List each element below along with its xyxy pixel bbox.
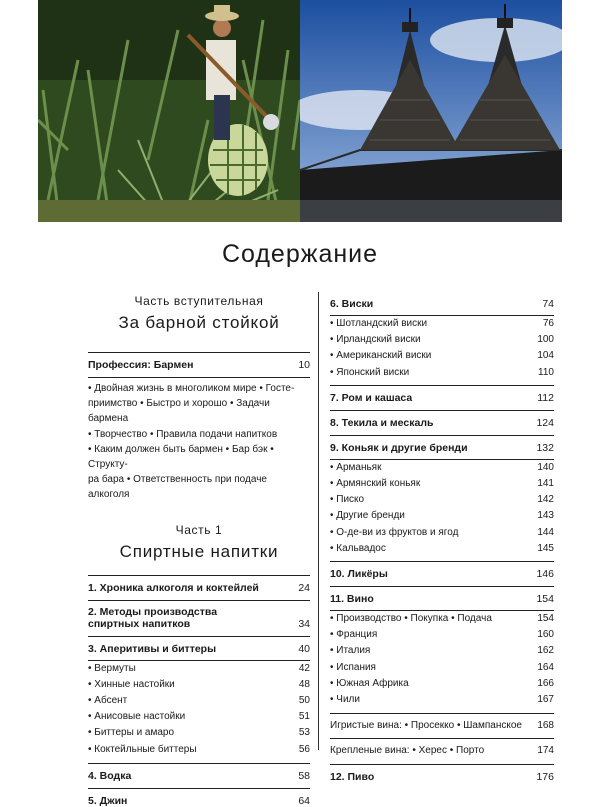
subentry[interactable] xyxy=(330,718,554,734)
entry-page: 146 xyxy=(536,568,554,581)
left-column xyxy=(88,294,310,807)
subentry-label: Крепленые вина: • Херес • Порто xyxy=(330,745,485,757)
entry-title-line: 2. Методы производства xyxy=(88,605,218,618)
subentry-label: • Кальвадос xyxy=(330,542,386,554)
entry-page: 132 xyxy=(536,441,554,454)
subentry-page: 141 xyxy=(537,478,554,490)
subentry[interactable] xyxy=(330,525,554,541)
toc-entry[interactable] xyxy=(88,643,310,655)
toc-entry[interactable] xyxy=(330,593,554,605)
subentry-label: • Писко xyxy=(330,494,365,506)
subentry-page: 143 xyxy=(537,510,554,522)
subentry-page: 51 xyxy=(298,711,310,723)
entry-page: 74 xyxy=(542,298,554,310)
divider xyxy=(88,763,310,764)
subentry-label: • Хинные настойки xyxy=(88,678,175,690)
toc-entry[interactable] xyxy=(330,417,554,429)
entry-title: 1. Хроника алкоголя и коктейлей xyxy=(88,581,259,594)
subentry[interactable] xyxy=(330,743,554,759)
subentry-page: 164 xyxy=(537,661,554,673)
subentry-label: • Чили xyxy=(330,694,360,706)
entry-title: 3. Аперитивы и биттеры xyxy=(88,642,217,655)
subentry-page: 56 xyxy=(298,743,310,755)
subentry-label: • Японский виски xyxy=(330,366,410,378)
subentry[interactable] xyxy=(330,460,554,476)
divider xyxy=(88,352,310,353)
subentry-label: • Франция xyxy=(330,629,378,641)
subentry-label: • Южная Африка xyxy=(330,677,409,689)
subentry-label: • Коктейльные биттеры xyxy=(88,743,197,755)
divider xyxy=(88,575,310,576)
subentry-label: Игристые вина: • Просекко • Шампанское xyxy=(330,720,522,732)
subentry-page: 50 xyxy=(298,695,310,707)
subentry-list xyxy=(330,460,554,557)
subentry[interactable] xyxy=(330,476,554,492)
subentry[interactable] xyxy=(330,332,554,348)
entry-page: 24 xyxy=(298,581,310,594)
divider xyxy=(330,561,554,562)
entry-title: 4. Водка xyxy=(88,769,132,782)
subentry[interactable] xyxy=(330,316,554,332)
subentry[interactable] xyxy=(330,508,554,524)
entry-page: 58 xyxy=(298,769,310,782)
subentry[interactable] xyxy=(330,541,554,557)
entry-title: 10. Ликёры xyxy=(330,568,388,581)
subentry-page: 110 xyxy=(538,366,554,378)
subentry[interactable] xyxy=(88,709,310,725)
entry-page: 154 xyxy=(536,593,554,606)
pagoda-distillery-photo xyxy=(300,0,562,222)
divider xyxy=(330,385,554,386)
subentry-page: 76 xyxy=(542,318,554,329)
subentry-page: 174 xyxy=(537,745,554,757)
subentry-page: 48 xyxy=(298,678,310,690)
subentry[interactable] xyxy=(330,692,554,708)
subentry-label: • Биттеры и амаро xyxy=(88,727,175,739)
toc-entry[interactable] xyxy=(88,606,310,630)
entry-description xyxy=(88,381,310,503)
subentry[interactable] xyxy=(330,365,554,381)
subentry-label: • Армянский коньяк xyxy=(330,478,421,490)
description-line: • Творчество • Правила подачи напитков xyxy=(88,428,278,440)
subentry[interactable] xyxy=(88,725,310,741)
subentry-label: • Арманьяк xyxy=(330,461,382,473)
toc-entry[interactable] xyxy=(330,568,554,580)
subentry-page: 166 xyxy=(537,677,554,689)
subentry-list xyxy=(88,661,310,758)
entry-title: 7. Ром и кашаса xyxy=(330,391,413,404)
subentry[interactable] xyxy=(330,660,554,676)
divider xyxy=(88,788,310,789)
right-column xyxy=(330,294,554,783)
toc-entry[interactable] xyxy=(330,298,554,310)
subentry-page: 145 xyxy=(537,542,554,554)
subentry-list xyxy=(330,316,554,381)
entry-page: 64 xyxy=(298,794,310,807)
subentry-page: 53 xyxy=(298,727,310,739)
entry-title: 5. Джин xyxy=(88,794,128,807)
divider xyxy=(330,738,554,739)
subentry[interactable] xyxy=(88,677,310,693)
toc-entry[interactable] xyxy=(330,392,554,404)
entry-title: 11. Вино xyxy=(330,593,374,606)
subentry-label: • Ирландский виски xyxy=(330,334,421,346)
subentry-page: 167 xyxy=(537,694,554,706)
subentry-label: • Шотландский виски xyxy=(330,318,428,329)
subentry[interactable] xyxy=(88,693,310,709)
entry-title: 6. Виски xyxy=(330,298,374,310)
column-divider xyxy=(318,292,319,750)
entry-page: 124 xyxy=(536,416,554,429)
subentry-page: 160 xyxy=(537,629,554,641)
description-line: ра бара • Ответственность при подаче алкоголя xyxy=(88,474,267,501)
toc-entry[interactable] xyxy=(88,359,310,371)
toc-entry[interactable] xyxy=(88,582,310,594)
description-line: • Каким должен быть бармен • Бар бэк • Структу- xyxy=(88,443,274,471)
toc-entry[interactable] xyxy=(330,442,554,454)
subentry-page: 168 xyxy=(537,720,554,732)
subentry-label: • Другие бренди xyxy=(330,510,405,522)
entry-page: 176 xyxy=(536,770,554,783)
subentry[interactable] xyxy=(330,348,554,364)
subentry[interactable] xyxy=(330,643,554,659)
toc-entry[interactable] xyxy=(88,770,310,782)
part-title: Спиртные напитки xyxy=(119,541,279,561)
divider xyxy=(88,636,310,637)
entry-page: 40 xyxy=(298,642,310,655)
subentry-page: 154 xyxy=(537,613,554,625)
subentry[interactable] xyxy=(330,627,554,643)
entry-title: 9. Коньяк и другие бренди xyxy=(330,441,468,454)
toc-entry[interactable] xyxy=(88,795,310,807)
subentry-label: • Анисовые настойки xyxy=(88,711,186,723)
subentry-page: 42 xyxy=(298,662,310,674)
subentry-page: 144 xyxy=(537,526,554,538)
entry-page: 112 xyxy=(537,391,554,404)
entry-title xyxy=(88,606,217,630)
entry-page: 34 xyxy=(298,617,310,630)
entry-title-line: спиртных напитков xyxy=(88,617,191,630)
divider xyxy=(88,377,310,378)
subentry-label: • Вермуты xyxy=(88,662,136,674)
subentry-label: • Производство • Покупка • Подача xyxy=(330,613,492,625)
part-label: Часть вступительная xyxy=(134,294,264,308)
toc-entry[interactable] xyxy=(330,771,554,783)
divider xyxy=(330,713,554,714)
subentry[interactable] xyxy=(330,676,554,692)
divider xyxy=(330,410,554,411)
subentry[interactable] xyxy=(330,492,554,508)
header-photos xyxy=(38,0,562,222)
subentry-page: 162 xyxy=(537,645,554,657)
entry-title: 8. Текила и мескаль xyxy=(330,416,434,429)
subentry-label: • Италия xyxy=(330,645,371,657)
divider xyxy=(330,435,554,436)
subentry-label: • Абсент xyxy=(88,695,128,707)
entry-page: 10 xyxy=(298,359,310,371)
divider xyxy=(88,600,310,601)
subentry[interactable] xyxy=(330,611,554,627)
subentry-page: 100 xyxy=(537,334,554,346)
part-label: Часть 1 xyxy=(175,522,223,537)
divider xyxy=(330,586,554,587)
subentry-list xyxy=(330,611,554,708)
subentry-page: 140 xyxy=(537,461,554,473)
description-line: • Двойная жизнь в многоликом мире • Госте- xyxy=(88,383,295,394)
agave-field-photo xyxy=(38,0,300,222)
entry-title: 12. Пиво xyxy=(330,770,375,783)
subentry-page: 142 xyxy=(537,494,554,506)
part-title: За барной стойкой xyxy=(118,313,280,332)
subentry-label: • Испания xyxy=(330,661,376,673)
description-line: приимство • Быстро и хорошо • Задачи бармена xyxy=(88,398,270,425)
subentry-label: • Американский виски xyxy=(330,350,432,362)
page-title: Содержание xyxy=(221,240,379,268)
subentry[interactable] xyxy=(88,661,310,677)
subentry-page: 104 xyxy=(537,350,554,362)
divider xyxy=(330,764,554,765)
entry-title: Профессия: Бармен xyxy=(88,359,194,371)
subentry-label: • О-де-ви из фруктов и ягод xyxy=(330,526,459,538)
